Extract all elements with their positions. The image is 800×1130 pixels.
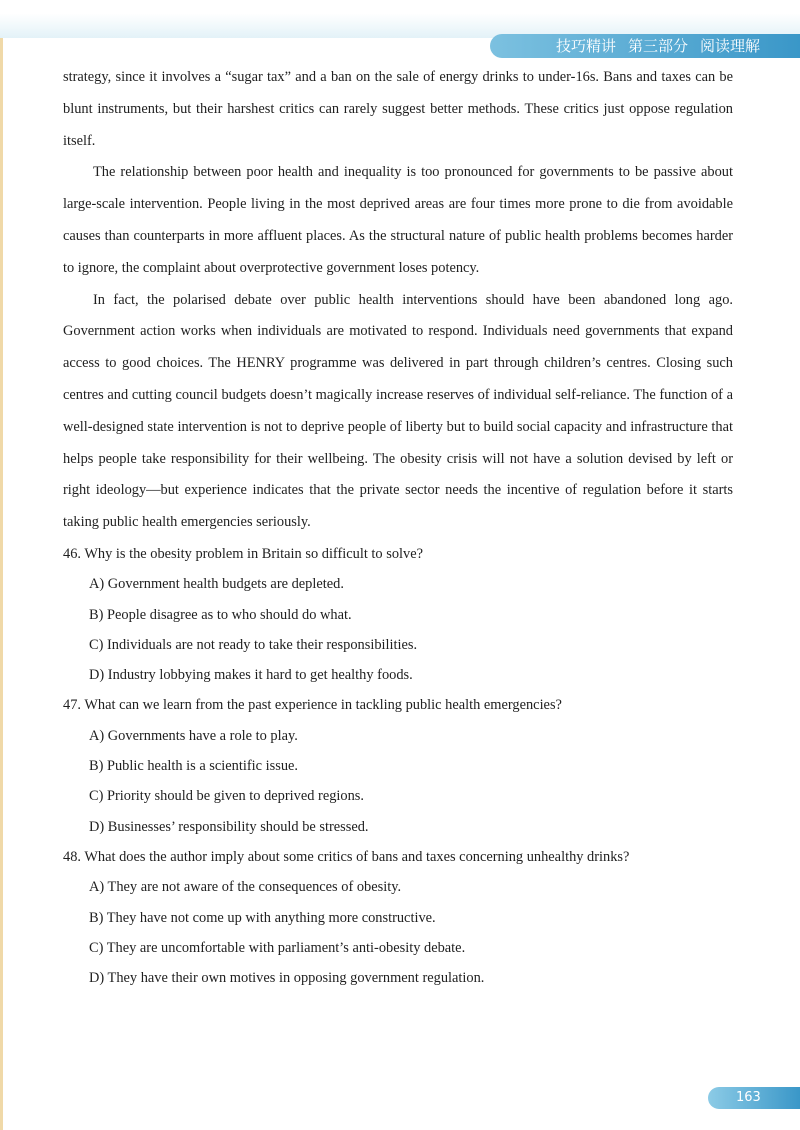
- answer-option[interactable]: B) People disagree as to who should do what.: [89, 606, 352, 623]
- page-edge-strip: [0, 0, 3, 1130]
- running-header: [490, 34, 800, 58]
- answer-options: [63, 721, 733, 842]
- answer-option[interactable]: A) They are not aware of the consequences of obesity.: [89, 879, 402, 896]
- answer-option[interactable]: D) Industry lobbying makes it hard to get healthy foods.: [89, 667, 413, 684]
- passage-paragraph: strategy, since it involves a “sugar tax” and a ban on the sale of energy drinks to under-16s. Bans and taxes can be blunt instruments, but their harshest critics can rarely suggest better methods. These critics just oppose regulation itself.: [63, 69, 733, 149]
- answer-option[interactable]: A) Government health budgets are depleted.: [89, 576, 344, 593]
- answer-option[interactable]: C) Individuals are not ready to take their responsibilities.: [89, 636, 418, 653]
- question-48: [63, 842, 733, 993]
- header-band: [0, 0, 800, 38]
- answer-option[interactable]: A) Governments have a role to play.: [89, 727, 298, 744]
- question-stem: 48. What does the author imply about some critics of bans and taxes concerning unhealthy drinks?: [63, 848, 630, 865]
- header-section-3: 阅读理解: [699, 37, 760, 55]
- answer-option[interactable]: B) Public health is a scientific issue.: [89, 758, 299, 775]
- question-stem: 46. Why is the obesity problem in Britain so difficult to solve?: [63, 545, 423, 562]
- question-stem: 47. What can we learn from the past experience in tackling public health emergencies?: [63, 697, 562, 714]
- question-46: [63, 539, 733, 690]
- header-section-1: 技巧精讲: [555, 37, 616, 55]
- answer-option[interactable]: C) Priority should be given to deprived regions.: [89, 788, 364, 805]
- answer-option[interactable]: B) They have not come up with anything more constructive.: [89, 909, 436, 926]
- question-47: [63, 690, 733, 841]
- page-number: 163: [736, 1090, 761, 1105]
- answer-options: [63, 872, 733, 993]
- answer-option[interactable]: D) Businesses’ responsibility should be stressed.: [89, 818, 369, 835]
- passage-paragraph: In fact, the polarised debate over public health interventions should have been abandoned long ago. Government action works when individuals are motivated to respond. Individuals need governments that expand access to good choices. The HENRY programme was delivered in part through children’s centres. Closing such centres and cutting council budgets doesn’t magically increase reserves of individual self-reliance. The function of a well-designed state intervention is not to deprive people of liberty but to build social capacity and infrastructure that helps people take responsibility for their wellbeing. The obesity crisis will not have a solution devised by left or right ideology—but experience indicates that the private sector needs the incentive of regulation before it starts taking public health emergencies seriously.: [63, 291, 733, 531]
- answer-option[interactable]: D) They have their own motives in opposing government regulation.: [89, 970, 485, 987]
- page-number-badge: [708, 1087, 800, 1109]
- page-content: [63, 62, 733, 993]
- answer-option[interactable]: C) They are uncomfortable with parliament’s anti-obesity debate.: [89, 939, 466, 956]
- header-section-2: 第三部分: [627, 37, 688, 55]
- answer-options: [63, 569, 733, 690]
- passage-paragraph: The relationship between poor health and inequality is too pronounced for governments to be passive about large-scale intervention. People living in the most deprived areas are four times more prone to die from avoidable causes than counterparts in more affluent places. As the structural nature of public health problems becomes harder to ignore, the complaint about overprotective government loses potency.: [63, 164, 733, 276]
